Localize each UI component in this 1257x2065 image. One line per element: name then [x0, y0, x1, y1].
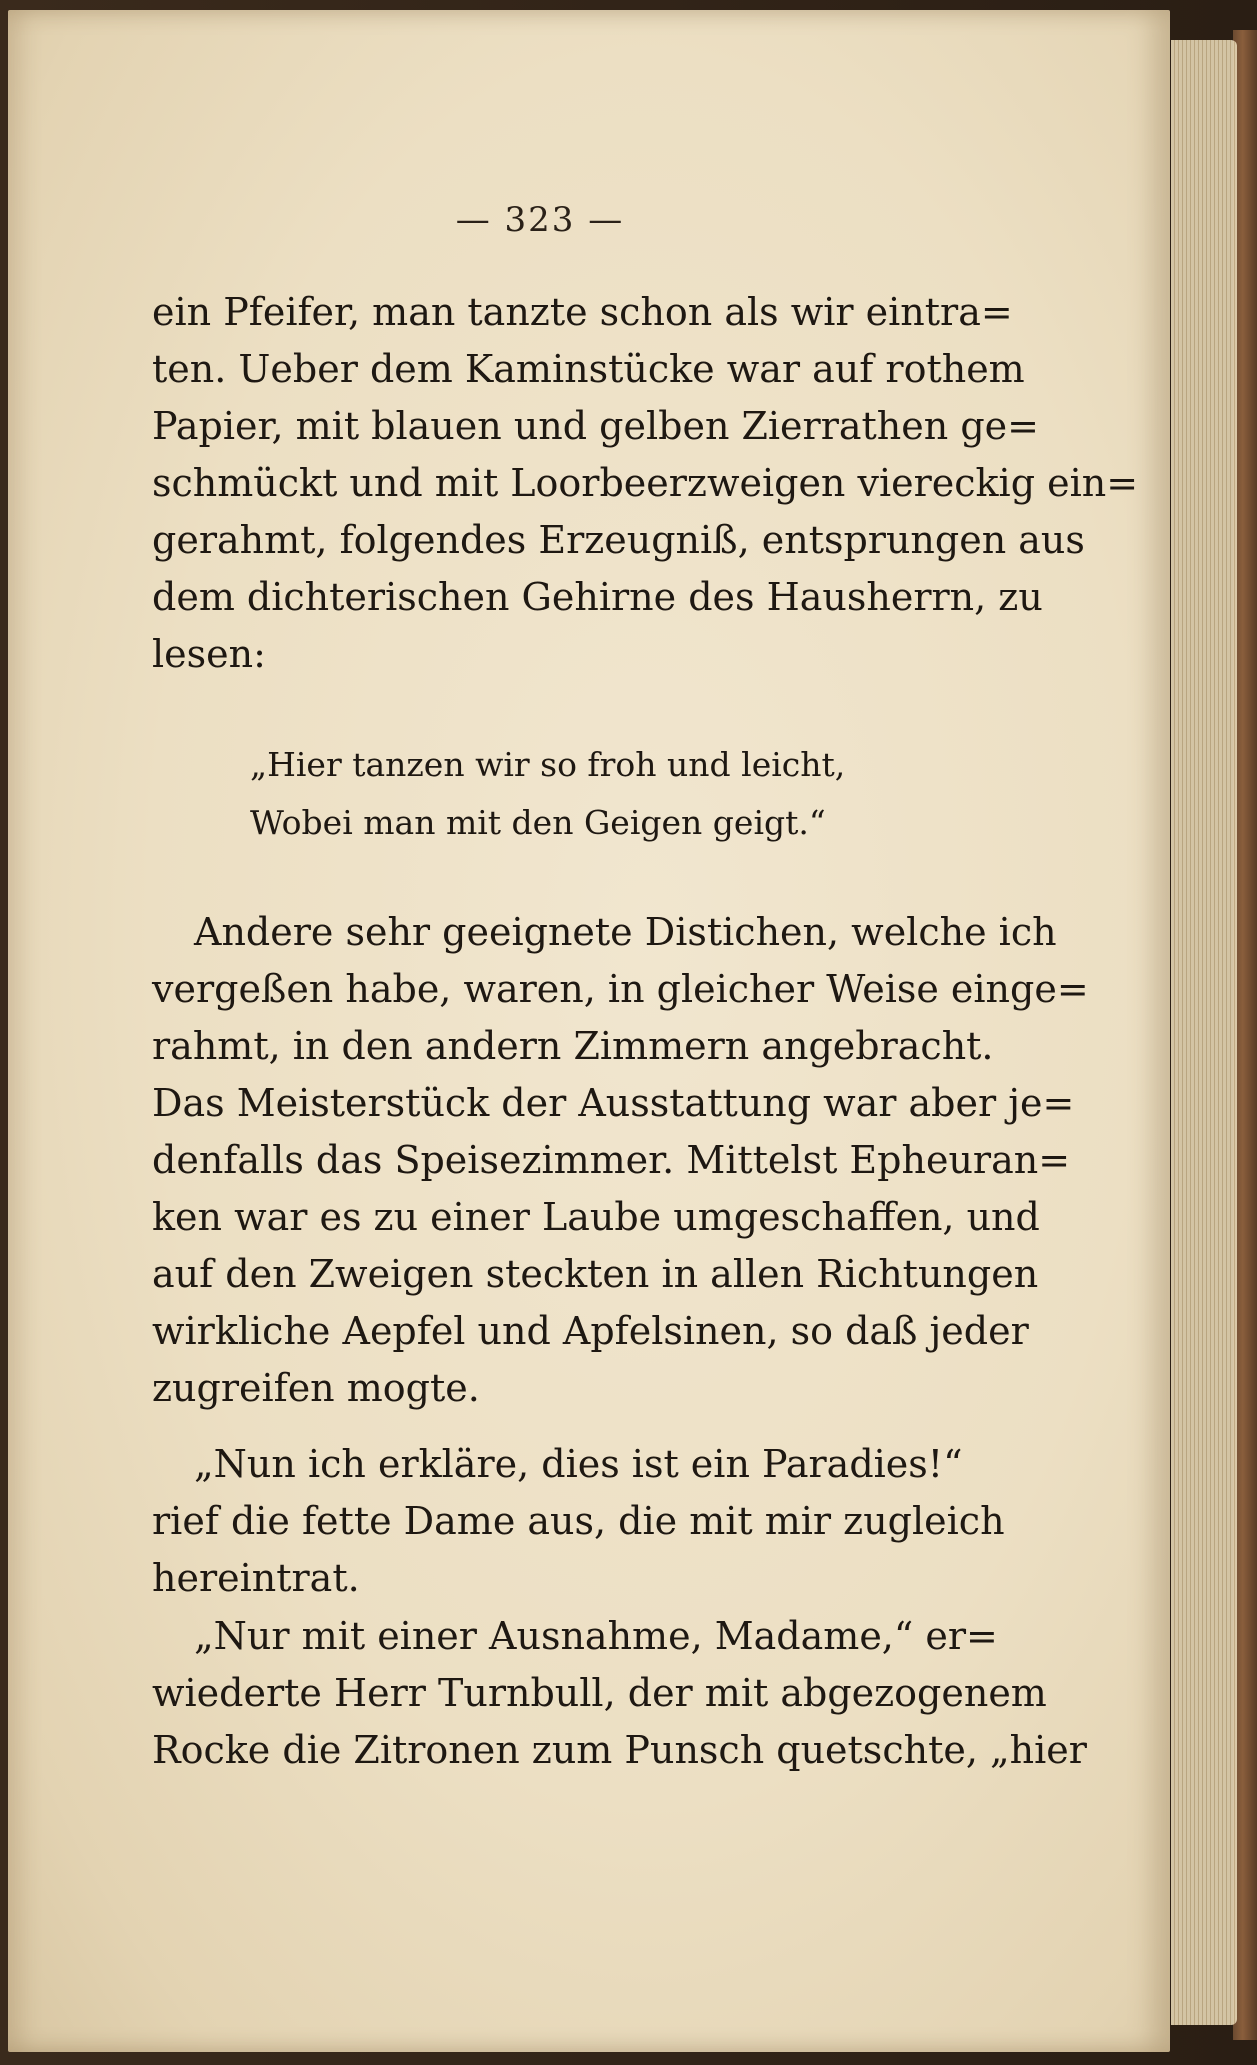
paragraph-1	[152, 284, 1139, 683]
verse-couplet	[250, 736, 846, 852]
text-line: Andere sehr geeignete Distichen, welche ich	[194, 910, 1057, 954]
text-line: denfalls das Speisezimmer. Mittelst Epheuran=	[152, 1138, 1071, 1182]
text-line: ten. Ueber dem Kaminstücke war auf rothem	[152, 347, 1025, 391]
text-line: schmückt und mit Loorbeerzweigen viereckig ein=	[152, 461, 1139, 505]
verse-line: Wobei man mit den Geigen geigt.“	[250, 803, 826, 842]
verse-line: „Hier tanzen wir so froh und leicht,	[250, 745, 846, 784]
text-line: zugreifen mogte.	[152, 1366, 480, 1410]
text-line: auf den Zweigen steckten in allen Richtungen	[152, 1252, 1039, 1296]
text-line: wirkliche Aepfel und Apfelsinen, so daß jeder	[152, 1309, 1029, 1353]
text-line: vergeßen habe, waren, in gleicher Weise einge=	[152, 967, 1089, 1011]
text-line: „Nun ich erkläre, dies ist ein Paradies!“	[194, 1442, 963, 1486]
paragraph-3	[152, 1436, 1005, 1607]
text-line: rief die fette Dame aus, die mit mir zugleich	[152, 1499, 1005, 1543]
text-line: Das Meisterstück der Ausstattung war aber je=	[152, 1081, 1075, 1125]
page-number: — 323 —	[455, 200, 625, 240]
text-line: gerahmt, folgendes Erzeugniß, entsprungen aus	[152, 518, 1085, 562]
text-line: hereintrat.	[152, 1556, 360, 1600]
text-line: rahmt, in den andern Zimmern angebracht.	[152, 1024, 994, 1068]
paragraph-4	[152, 1608, 1087, 1779]
text-line: „Nur mit einer Ausnahme, Madame,“ er=	[194, 1614, 998, 1658]
text-line: ein Pfeifer, man tanzte schon als wir eintra=	[152, 290, 1013, 334]
text-line: Rocke die Zitronen zum Punsch quetschte, „hier	[152, 1728, 1087, 1772]
text-line: dem dichterischen Gehirne des Hausherrn, zu	[152, 575, 1043, 619]
text-line: lesen:	[152, 632, 266, 676]
text-line: wiederte Herr Turnbull, der mit abgezogenem	[152, 1671, 1047, 1715]
text-line: Papier, mit blauen und gelben Zierrathen ge=	[152, 404, 1039, 448]
text-line: ken war es zu einer Laube umgeschaffen, und	[152, 1195, 1040, 1239]
page-edges	[1171, 40, 1237, 2025]
paragraph-2	[152, 904, 1089, 1417]
